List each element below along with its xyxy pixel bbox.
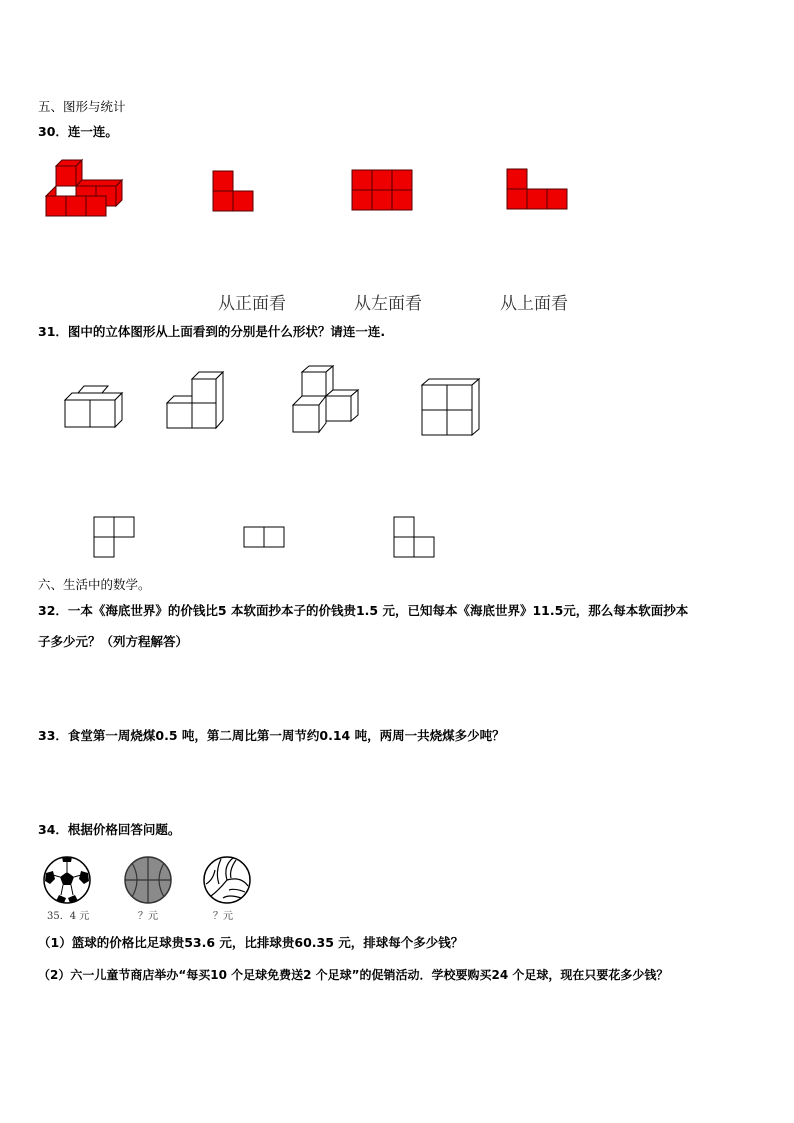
question-31: 31．图中的立体图形从上面看到的分别是什么形状？请连一连. xyxy=(38,324,386,339)
section-heading-6: 六、生活中的数学。 xyxy=(38,577,151,592)
section-heading-5: 五、图形与统计 xyxy=(38,99,126,114)
question-34-part1: （1）篮球的价格比足球贵53.6 元，比排球贵60.35 元，排球每个多少钱？ xyxy=(38,935,464,950)
volleyball-icon xyxy=(201,854,253,906)
top-view-shape-3 xyxy=(393,516,437,558)
cube-solid-3 xyxy=(291,364,363,436)
basketball-icon xyxy=(122,855,174,905)
volleyball-price: ？元 xyxy=(213,911,233,922)
cube-solid-2 xyxy=(164,370,228,432)
question-30: 30．连一连。 xyxy=(38,124,118,139)
question-34: 34．根据价格回答问题。 xyxy=(38,822,181,837)
question-32-line2: 子多少元？（列方程解答） xyxy=(38,634,189,649)
football-price: 35．4 元 xyxy=(47,911,90,922)
football-icon xyxy=(42,855,92,905)
top-view-shape-1 xyxy=(93,516,137,558)
basketball-price: ？元 xyxy=(138,911,158,922)
question-33: 33．食堂第一周烧煤0.5 吨，第二周比第一周节约0.14 吨，两周一共烧煤多少吨？ xyxy=(38,728,505,743)
question-32-line1: 32．一本《海底世界》的价钱比5 本软面抄本子的价钱贵1.5 元，已知每本《海底世界》11.5元，那么每本软面抄本 xyxy=(38,603,689,618)
red-view-grid xyxy=(351,169,413,212)
top-view-shape-2 xyxy=(243,526,287,548)
cube-solid-1 xyxy=(62,384,128,430)
red-view-l-shape xyxy=(212,170,256,212)
view-label-front: 从正面看 xyxy=(218,294,286,314)
cube-solid-4 xyxy=(420,377,484,439)
red-cube-solid xyxy=(44,156,128,220)
question-34-part2: （2）六一儿童节商店举办“每买10 个足球免费送2 个足球”的促销活动．学校要购买24 个足球，现在只要花多少钱？ xyxy=(38,968,669,982)
view-label-top: 从上面看 xyxy=(500,294,568,314)
view-label-left: 从左面看 xyxy=(354,294,422,314)
red-view-long-l xyxy=(506,168,568,211)
